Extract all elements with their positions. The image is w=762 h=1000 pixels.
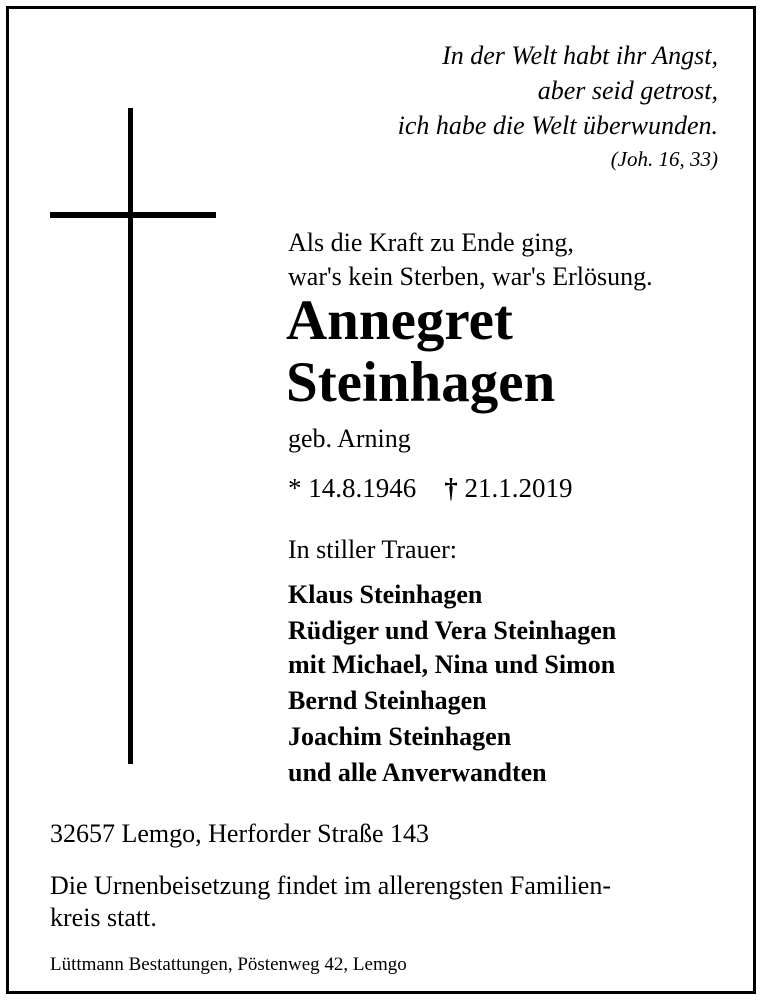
undertaker-footer: Lüttmann Bestattungen, Pöstenweg 42, Lemgo	[50, 954, 407, 975]
motto-line-2: war's kein Sterben, war's Erlösung.	[288, 262, 653, 291]
mourners-list	[288, 578, 616, 790]
mourner: mit Michael, Nina und Simon	[288, 650, 616, 679]
burial-notice	[50, 870, 611, 934]
birth-symbol: *	[288, 473, 302, 503]
quote-line-3: ich habe die Welt überwunden.	[397, 111, 718, 140]
notice-line-2: kreis statt.	[50, 903, 157, 932]
first-name: Annegret	[286, 289, 513, 352]
mourner: und alle Anverwandten	[288, 758, 547, 787]
motto-line-1: Als die Kraft zu Ende ging,	[288, 228, 574, 257]
birth-date: 14.8.1946	[308, 473, 417, 503]
motto	[288, 226, 653, 294]
mourner: Bernd Steinhagen	[288, 686, 487, 715]
notice-line-1: Die Urnenbeisetzung findet im allerengsten Familien-	[50, 871, 611, 900]
address: 32657 Lemgo, Herforder Straße 143	[50, 819, 430, 848]
cross-vertical-bar	[128, 108, 133, 764]
cross-horizontal-bar	[50, 212, 216, 218]
mourning-title: In stiller Trauer:	[288, 535, 457, 564]
mourner: Joachim Steinhagen	[288, 722, 512, 751]
deceased-name	[286, 290, 555, 414]
death-date: 21.1.2019	[464, 473, 573, 503]
maiden-name: geb. Arning	[288, 424, 411, 453]
quote-line-2: aber seid getrost,	[537, 76, 718, 105]
bible-quote	[398, 38, 718, 175]
quote-line-1: In der Welt habt ihr Angst,	[442, 41, 718, 70]
mourner: Klaus Steinhagen	[288, 580, 483, 609]
last-name: Steinhagen	[286, 351, 556, 414]
life-dates	[288, 472, 573, 504]
mourner: Rüdiger und Vera Steinhagen	[288, 616, 617, 645]
dagger-icon: †	[444, 473, 458, 503]
quote-reference: (Joh. 16, 33)	[610, 147, 718, 171]
